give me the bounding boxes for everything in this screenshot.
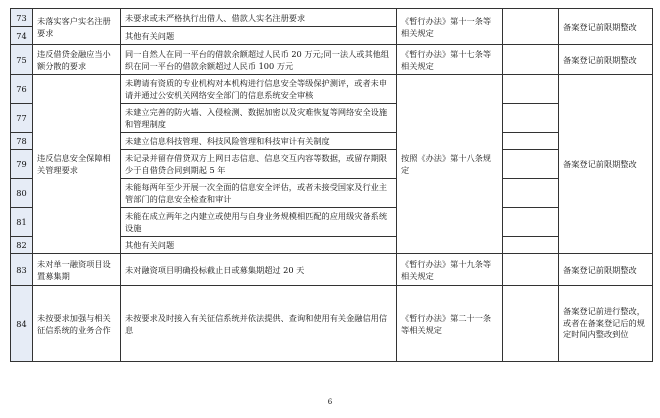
- issue-category: 违反信息安全保障相关管理要求: [33, 75, 121, 254]
- rectification-action: 备案登记前进行整改，或者在备案登记后的规定时间内整改到位: [559, 286, 653, 362]
- row-number: 81: [11, 208, 33, 237]
- rectification-action: 备案登记前限期整改: [559, 45, 653, 75]
- issue-detail: 同一自然人在同一平台的借款余额超过人民币 20 万元;同一法人或其他组织在同一平台的借款余额超过人民币 100 万元: [121, 45, 397, 75]
- row-number: 76: [11, 75, 33, 104]
- page-number: 6: [327, 398, 333, 406]
- row-number: 84: [11, 286, 33, 362]
- table-row: [11, 45, 653, 75]
- issue-category: 违反借贷金融应当小额分散的要求: [33, 45, 121, 75]
- issue-detail: 未能每两年至少开展一次全面的信息安全评估，或者未接受国家及行业主管部门的信息安全检查和审计: [121, 179, 397, 208]
- table-row: [11, 254, 653, 286]
- blank-cell: [503, 9, 559, 45]
- legal-basis: 《暂行办法》第二十一条等相关规定: [397, 286, 503, 362]
- row-number: 77: [11, 104, 33, 133]
- blank-cell: [503, 133, 559, 150]
- row-number: 82: [11, 237, 33, 254]
- legal-basis: 按照《办法》第十八条规定: [397, 75, 503, 254]
- issue-detail: 未记录并留存借贷双方上网日志信息、信息交互内容等数据，或留存期限少于自借贷合同到期起 5 年: [121, 150, 397, 179]
- row-number: 73: [11, 9, 33, 27]
- rectification-action: 备案登记前限期整改: [559, 75, 653, 254]
- issue-detail: 未要求或未严格执行出借人、借款人实名注册要求: [121, 9, 397, 27]
- blank-cell: [503, 45, 559, 75]
- blank-cell: [503, 179, 559, 208]
- issue-detail: 未能在成立两年之内建立或使用与自身业务规模相匹配的应用级灾备系统设施: [121, 208, 397, 237]
- issue-detail: 未按要求及时接入有关征信系统并依法提供、查询和使用有关金融信用信息: [121, 286, 397, 362]
- table-row: [11, 9, 653, 27]
- row-number: 78: [11, 133, 33, 150]
- rectification-action: 备案登记前限期整改: [559, 254, 653, 286]
- issue-category: 未对单一融资项目设置募集期: [33, 254, 121, 286]
- issue-category: 未落实客户实名注册要求: [33, 9, 121, 45]
- blank-cell: [503, 286, 559, 362]
- row-number: 80: [11, 179, 33, 208]
- issue-detail: 其他有关问题: [121, 237, 397, 254]
- blank-cell: [503, 104, 559, 133]
- blank-cell: [503, 150, 559, 179]
- row-number: 75: [11, 45, 33, 75]
- row-number: 83: [11, 254, 33, 286]
- row-number: 79: [11, 150, 33, 179]
- blank-cell: [503, 237, 559, 254]
- issue-detail: 未建立信息科技管理、科技风险管理和科技审计有关制度: [121, 133, 397, 150]
- blank-cell: [503, 208, 559, 237]
- table-row: [11, 286, 653, 362]
- issue-detail: 其他有关问题: [121, 27, 397, 45]
- table-row: [11, 75, 653, 104]
- legal-basis: 《暂行办法》第十九条等相关规定: [397, 254, 503, 286]
- legal-basis: 《暂行办法》第十一条等相关规定: [397, 9, 503, 45]
- blank-cell: [503, 254, 559, 286]
- issue-category: 未按要求加强与相关征信系统的业务合作: [33, 286, 121, 362]
- issue-detail: 未聘请有资质的专业机构对本机构进行信息安全等级保护测评，或者未申请并通过公安机关网络安全部门的信息系统安全审核: [121, 75, 397, 104]
- legal-basis: 《暂行办法》第十七条等相关规定: [397, 45, 503, 75]
- rectification-action: 备案登记前限期整改: [559, 9, 653, 45]
- regulation-table: [10, 8, 653, 362]
- blank-cell: [503, 75, 559, 104]
- issue-detail: 未建立完善的防火墙、入侵检测、数据加密以及灾难恢复等网络安全设施和管理制度: [121, 104, 397, 133]
- issue-detail: 未对融资项目明确投标截止日或募集期超过 20 天: [121, 254, 397, 286]
- row-number: 74: [11, 27, 33, 45]
